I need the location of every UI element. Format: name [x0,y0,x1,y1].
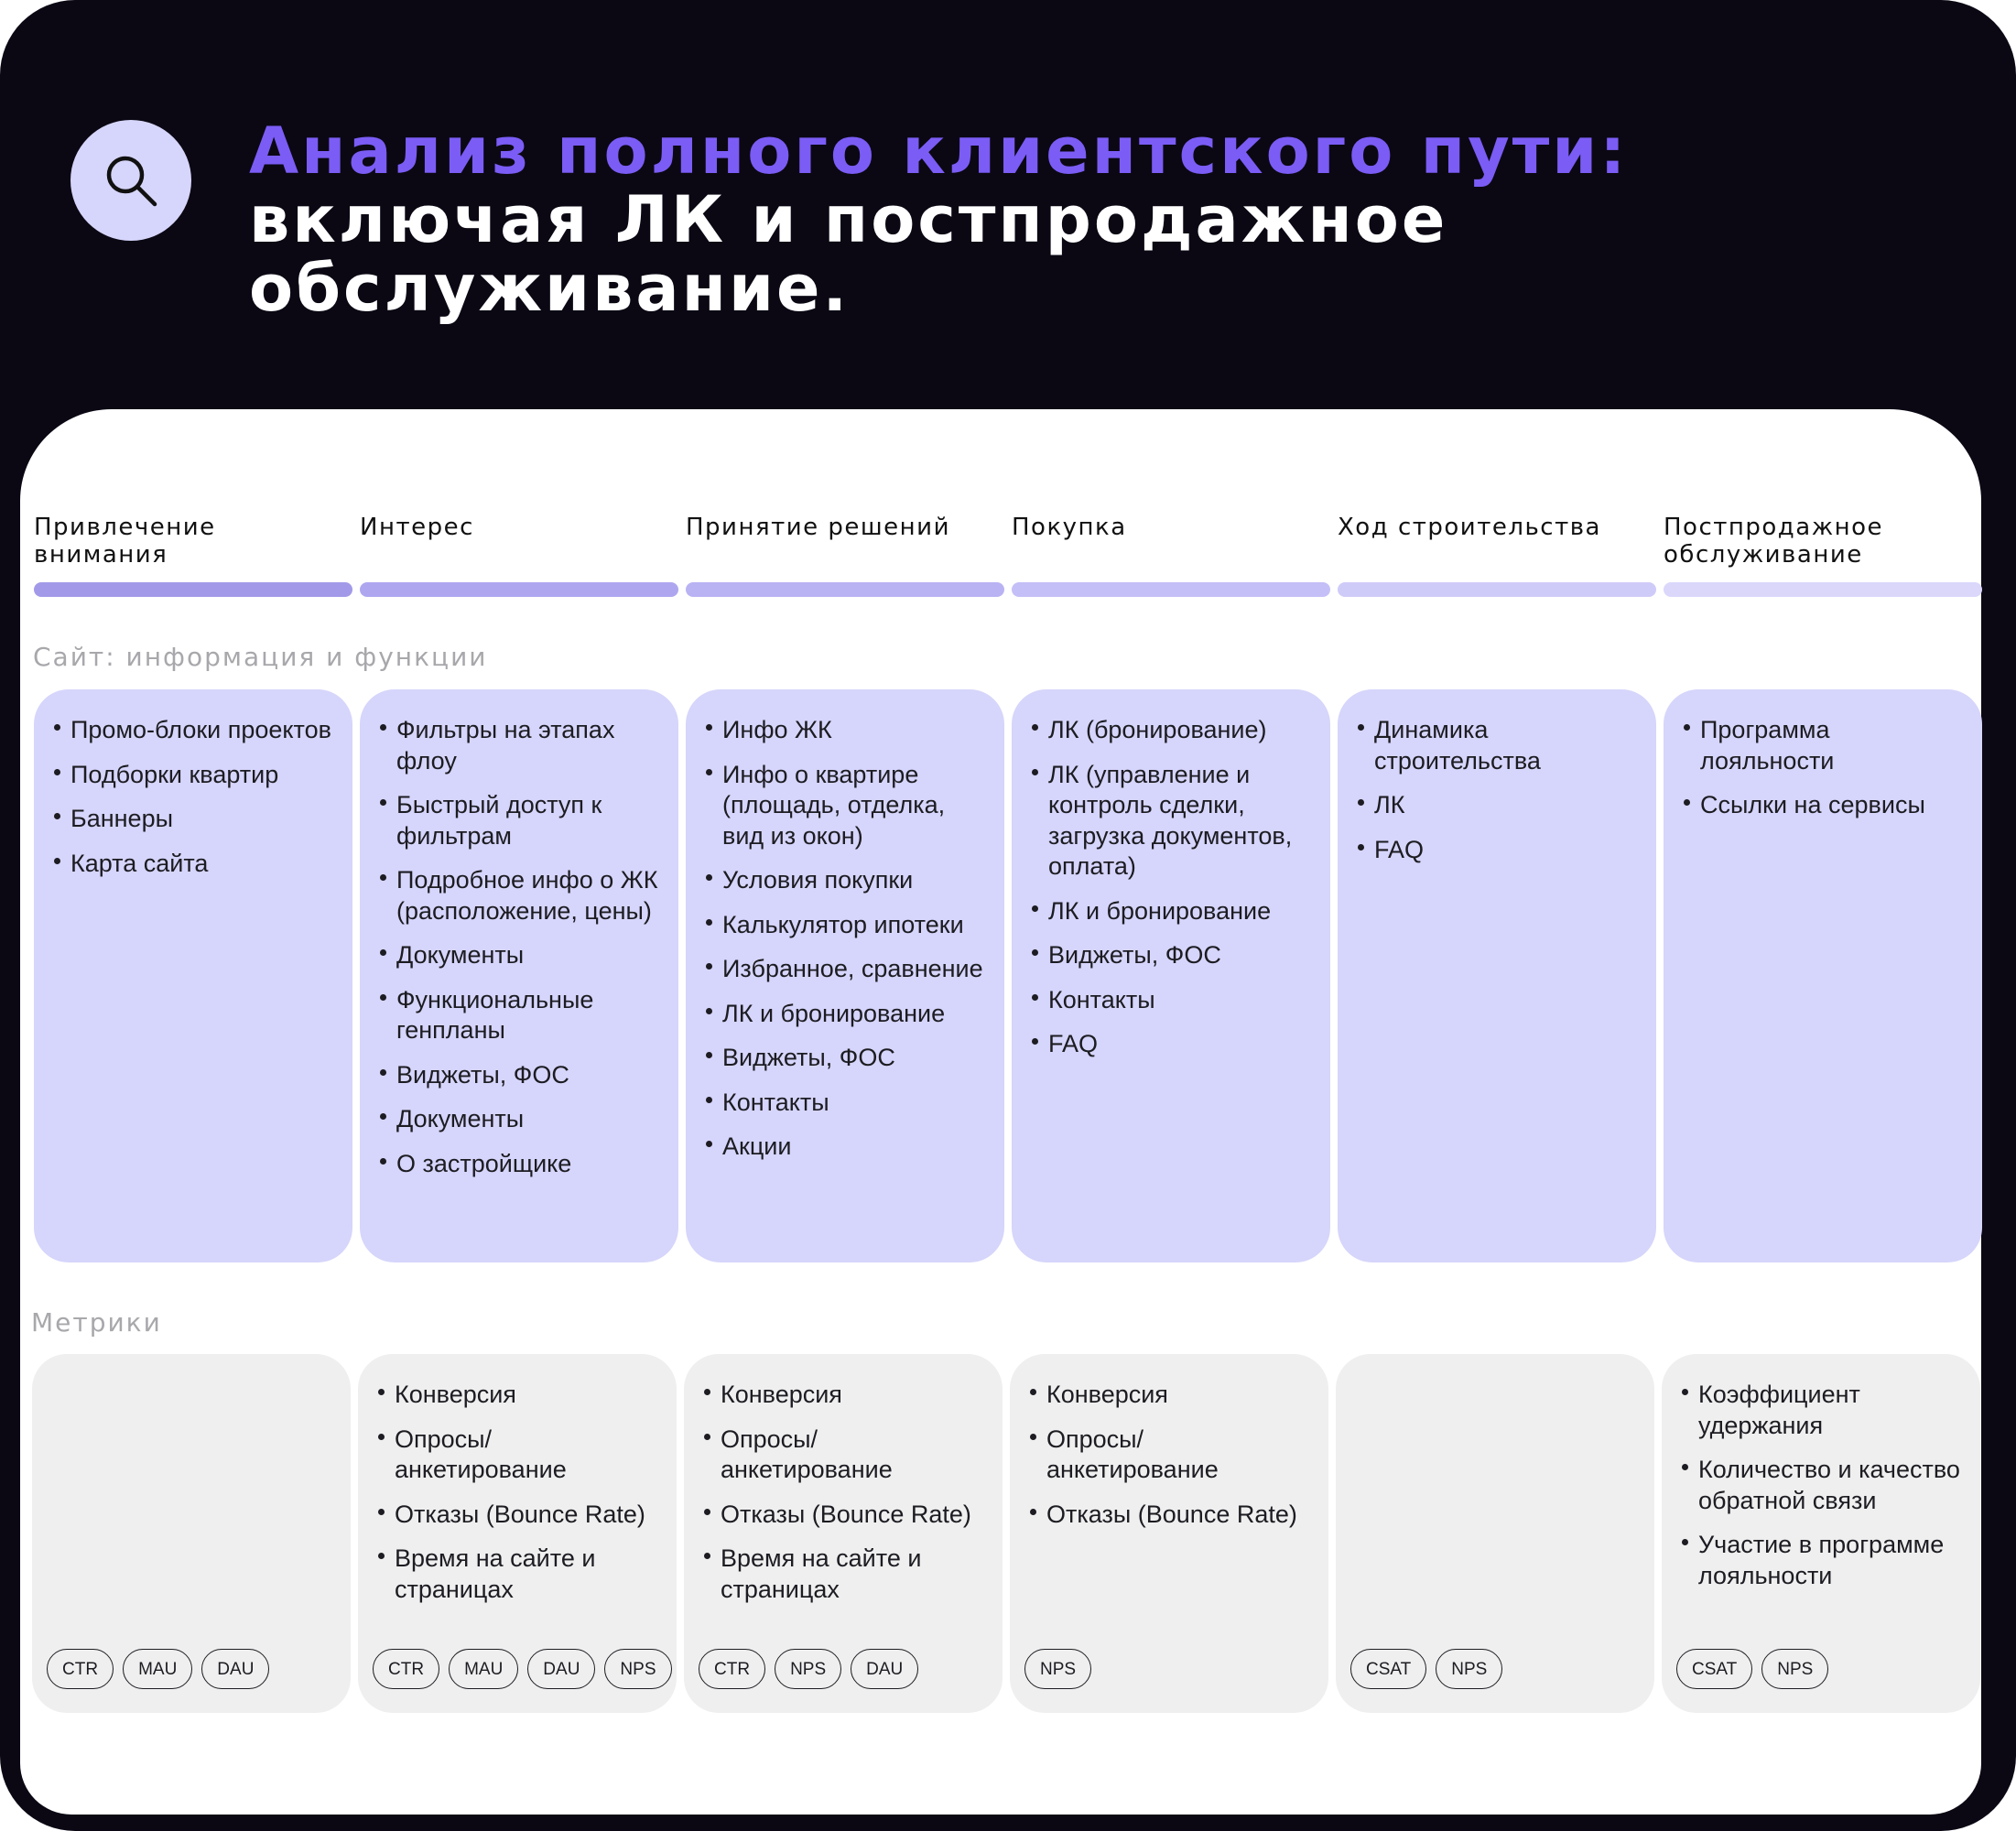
metric-badge: CTR [47,1649,114,1689]
page-title [249,114,1989,326]
site-feature-item: Виджеты, ФОС [1032,940,1314,971]
site-feature-item: Подробное инфо о ЖК (расположение, цены) [380,865,662,926]
stage-label: Интерес [360,514,474,541]
metric-item: Опросы/ анкетирование [704,1425,986,1486]
search-icon [102,151,160,210]
site-feature-item: Документы [380,940,662,971]
site-feature-item: Программа лояльности [1684,715,1966,776]
metric-badges [699,1649,918,1689]
site-feature-list [380,715,662,1179]
metrics-section-label: Метрики [31,1307,162,1338]
site-feature-item: Контакты [706,1088,988,1119]
metric-badge: MAU [123,1649,192,1689]
site-feature-item: Динамика строительства [1358,715,1640,776]
site-feature-list [1032,715,1314,1060]
metric-badge: NPS [604,1649,671,1689]
metric-list [704,1380,986,1605]
site-feature-item: Функциональные генпланы [380,985,662,1046]
site-feature-item: О застройщике [380,1149,662,1180]
site-feature-item: Калькулятор ипотеки [706,910,988,941]
site-feature-item: Инфо ЖК [706,715,988,746]
metric-card [358,1354,677,1713]
metric-badges [47,1649,269,1689]
stage-label: Привлечение внимания [34,514,216,569]
site-feature-item: Инфо о квартире (площадь, отделка, вид из окон) [706,760,988,852]
metric-item: Опросы/ анкетирование [378,1425,660,1486]
stage-label: Принятие решений [686,514,950,541]
site-feature-item: Избранное, сравнение [706,954,988,985]
stage-progress-bar [34,582,352,597]
site-feature-item: FAQ [1032,1029,1314,1060]
stage-progress-bar [1012,582,1330,597]
metric-badge: CTR [699,1649,765,1689]
site-feature-item: Документы [380,1104,662,1135]
metric-item: Участие в программе лояльности [1682,1530,1964,1591]
site-feature-item: Виджеты, ФОС [706,1043,988,1074]
site-feature-list [1684,715,1966,821]
site-feature-item: ЛК (управление и контроль сделки, загрузка документов, оплата) [1032,760,1314,883]
site-feature-list [706,715,988,1163]
stage-label: Покупка [1012,514,1127,541]
site-feature-item: FAQ [1358,835,1640,866]
site-feature-item: ЛК и бронирование [1032,896,1314,927]
site-feature-item: Акции [706,1132,988,1163]
metric-badge: NPS [775,1649,841,1689]
metric-item: Конверсия [1030,1380,1312,1411]
page-title-accent: Анализ полного клиентского пути: [249,114,1629,189]
metric-card [1010,1354,1328,1713]
metric-badge: CSAT [1676,1649,1752,1689]
stage-progress-bar [686,582,1004,597]
metric-list [1682,1380,1964,1591]
metric-badges [1676,1649,1828,1689]
metric-item: Конверсия [378,1380,660,1411]
site-feature-item: Виджеты, ФОС [380,1060,662,1091]
site-card [360,689,678,1262]
metric-item: Опросы/ анкетирование [1030,1425,1312,1486]
site-feature-list [54,715,336,879]
metric-card [1662,1354,1980,1713]
metric-badges [1024,1649,1091,1689]
metric-badge: MAU [449,1649,518,1689]
metric-item: Коэффициент удержания [1682,1380,1964,1441]
site-feature-item: Промо-блоки проектов [54,715,336,746]
metric-item: Время на сайте и страницах [704,1544,986,1605]
stage-progress-bar [360,582,678,597]
metric-item: Отказы (Bounce Rate) [1030,1500,1312,1531]
site-feature-item: Баннеры [54,804,336,835]
site-card [1012,689,1330,1262]
site-feature-item: Карта сайта [54,849,336,880]
site-feature-item: Условия покупки [706,865,988,896]
metric-badge: CTR [373,1649,439,1689]
metric-badge: NPS [1024,1649,1091,1689]
site-feature-item: ЛК (бронирование) [1032,715,1314,746]
metric-item: Количество и качество обратной связи [1682,1455,1964,1516]
site-section-label: Сайт: информация и функции [33,642,488,672]
site-card [1338,689,1656,1262]
search-icon-badge [70,120,191,241]
stage-label: Постпродажное обслуживание [1664,514,1884,569]
site-card [34,689,352,1262]
site-feature-list [1358,715,1640,865]
site-feature-item: Ссылки на сервисы [1684,790,1966,821]
site-feature-item: Фильтры на этапах флоу [380,715,662,776]
metric-list [378,1380,660,1605]
metric-item: Время на сайте и страницах [378,1544,660,1605]
metric-card [684,1354,1003,1713]
metric-item: Конверсия [704,1380,986,1411]
metric-item: Отказы (Bounce Rate) [704,1500,986,1531]
stage-progress-bar [1338,582,1656,597]
metric-badge: DAU [201,1649,269,1689]
site-card [686,689,1004,1262]
page-title-rest: включая ЛК и постпродажное обслуживание. [249,182,1448,326]
site-feature-item: Быстрый доступ к фильтрам [380,790,662,851]
metric-badge: NPS [1436,1649,1502,1689]
metric-item: Отказы (Bounce Rate) [378,1500,660,1531]
site-feature-item: Контакты [1032,985,1314,1016]
stage-label: Ход строительства [1338,514,1601,541]
metric-badges [373,1649,672,1689]
metric-card [1336,1354,1654,1713]
metric-badge: NPS [1761,1649,1828,1689]
stage-progress-bar [1664,582,1982,597]
metric-badge: CSAT [1350,1649,1426,1689]
metric-list [1030,1380,1312,1530]
site-feature-item: ЛК и бронирование [706,999,988,1030]
site-feature-item: ЛК [1358,790,1640,821]
metric-badge: DAU [851,1649,918,1689]
site-feature-item: Подборки квартир [54,760,336,791]
metric-badges [1350,1649,1502,1689]
metric-card [32,1354,351,1713]
site-card [1664,689,1982,1262]
metric-badge: DAU [527,1649,595,1689]
